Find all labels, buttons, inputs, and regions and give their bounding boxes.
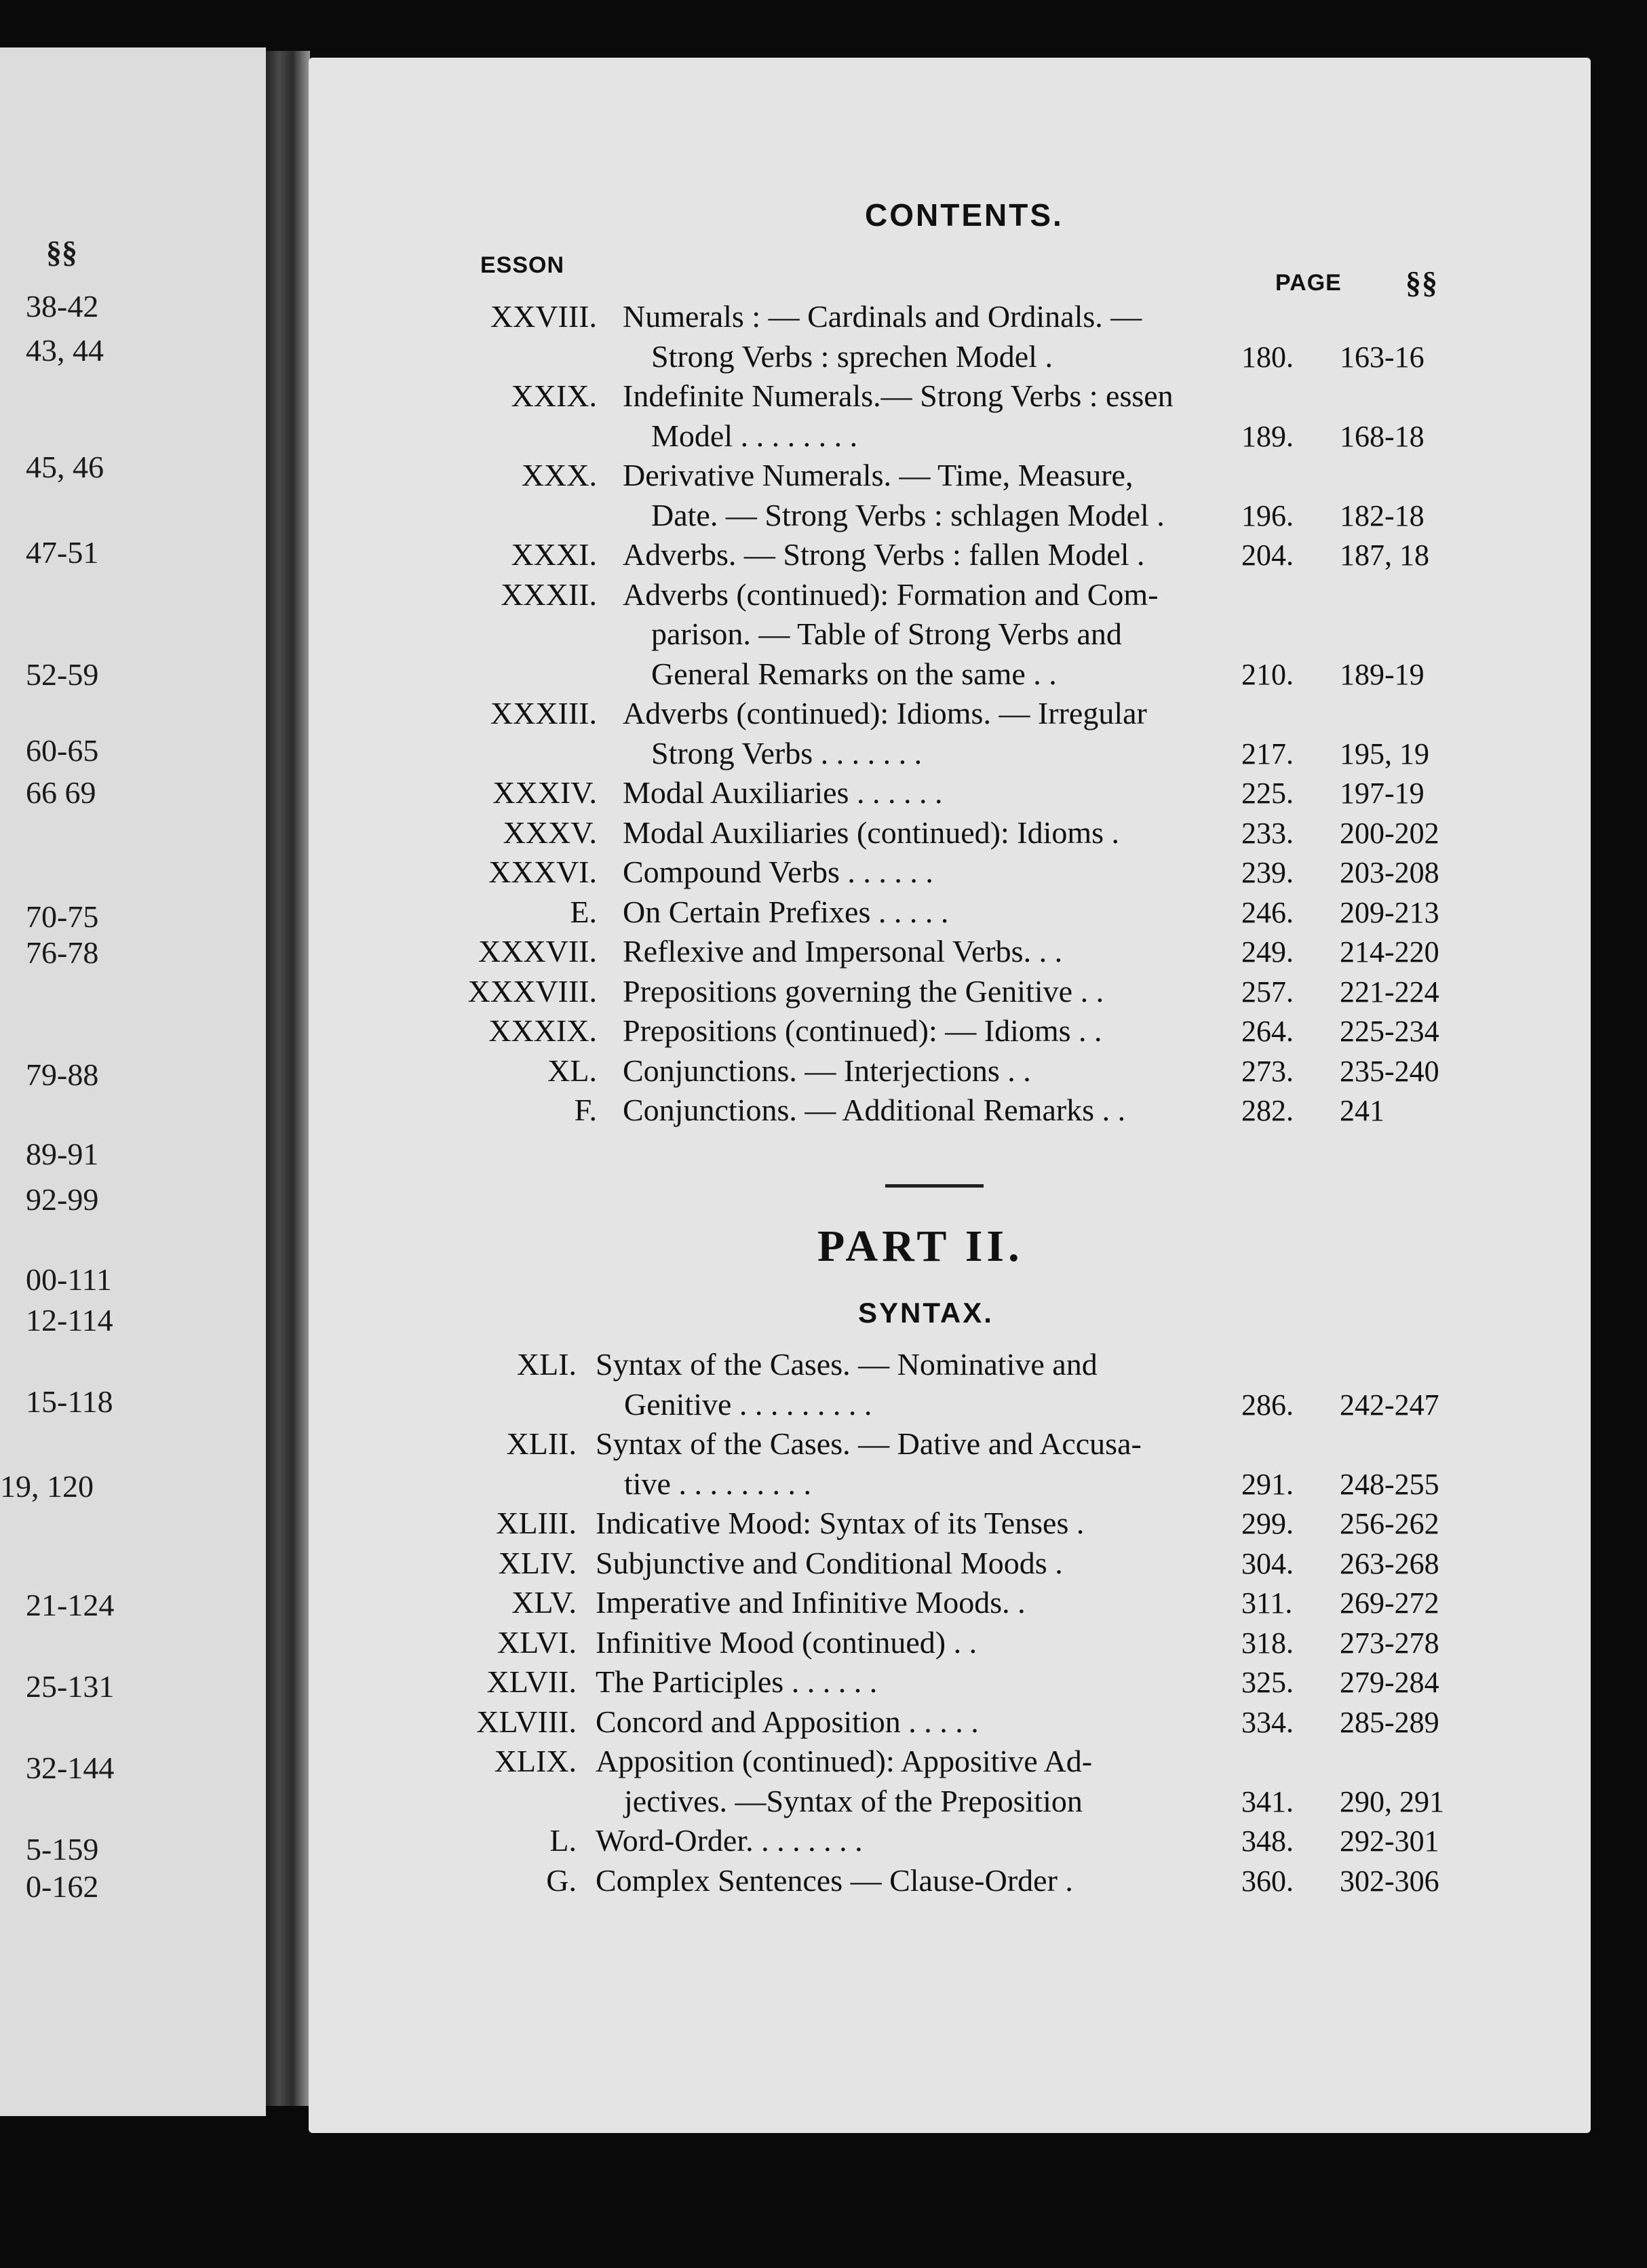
left-section-number: 89-91 <box>26 1137 99 1171</box>
page-number: 273. <box>1241 1054 1294 1088</box>
lesson-title-continued: Strong Verbs . . . . . . . <box>651 735 923 770</box>
lesson-number: XLII. <box>506 1426 577 1461</box>
lesson-title: Adverbs (continued): Idioms. — Irregular <box>623 696 1147 730</box>
lesson-number: XLIII. <box>496 1506 577 1540</box>
left-section-number: 70-75 <box>26 899 99 934</box>
section-range: 197-19 <box>1340 777 1425 810</box>
page-number: 282. <box>1241 1094 1294 1127</box>
left-section-number: 32-144 <box>26 1751 115 1785</box>
page-column-header: PAGE <box>1275 270 1342 296</box>
lesson-title: Derivative Numerals. — Time, Measure, <box>623 458 1133 492</box>
lesson-number: XXXVIII. <box>467 973 597 1009</box>
page-number: 196. <box>1241 498 1294 532</box>
lesson-number: XXXIX. <box>488 1013 597 1048</box>
page-number: 246. <box>1241 895 1294 929</box>
lesson-title-continued: tive . . . . . . . . . <box>624 1466 811 1501</box>
lesson-title: Reflexive and Impersonal Verbs. . . <box>623 934 1063 969</box>
section-range: 203-208 <box>1340 856 1439 889</box>
section-range: 168-18 <box>1340 419 1425 453</box>
page-number: 341. <box>1241 1784 1294 1818</box>
sections-column-header: §§ <box>1406 265 1438 300</box>
section-range: 256-262 <box>1340 1507 1439 1540</box>
lesson-title: Conjunctions. — Interjections . . <box>623 1053 1031 1088</box>
lesson-number: XXXIV. <box>492 775 597 810</box>
lesson-number: XLVII. <box>486 1664 577 1699</box>
lesson-title-continued: Genitive . . . . . . . . . <box>624 1386 872 1422</box>
lesson-number: XLVIII. <box>476 1704 577 1739</box>
left-section-number: 66 69 <box>26 775 96 810</box>
lesson-title-continued: Date. — Strong Verbs : schlagen Model . <box>651 497 1165 532</box>
section-range: 214-220 <box>1340 935 1439 969</box>
left-section-number: 43, 44 <box>26 333 104 368</box>
section-range: 263-268 <box>1340 1546 1439 1580</box>
section-range: 235-240 <box>1340 1054 1439 1088</box>
lesson-number: XXVIII. <box>490 299 597 334</box>
lesson-title: Indefinite Numerals.— Strong Verbs : essen <box>623 378 1174 413</box>
lesson-number: F. <box>574 1093 597 1127</box>
page-number: 360. <box>1241 1864 1294 1898</box>
page-number: 210. <box>1241 657 1294 691</box>
lesson-title-continued: parison. — Table of Strong Verbs and <box>651 617 1122 651</box>
left-section-number: 52-59 <box>26 657 99 692</box>
page-number: 264. <box>1241 1015 1294 1048</box>
lesson-number: XXXVI. <box>488 855 597 889</box>
section-range: 221-224 <box>1340 975 1439 1009</box>
section-range: 225-234 <box>1340 1015 1439 1048</box>
lesson-number: L. <box>549 1823 577 1858</box>
lesson-number: XLI. <box>516 1347 577 1382</box>
lesson-title: Word-Order. . . . . . . . <box>596 1823 863 1858</box>
lesson-number: XLV. <box>511 1585 577 1620</box>
lesson-number: G. <box>546 1862 577 1898</box>
lesson-title: Modal Auxiliaries (continued): Idioms . <box>623 815 1120 850</box>
lesson-title-continued: Strong Verbs : sprechen Model . <box>651 338 1053 374</box>
page-number: 257. <box>1241 975 1294 1009</box>
lesson-title: Compound Verbs . . . . . . <box>623 855 933 889</box>
page-number: 311. <box>1241 1586 1293 1620</box>
section-range: 279-284 <box>1340 1666 1439 1699</box>
left-section-number: 76-78 <box>26 935 99 970</box>
section-range: 273-278 <box>1340 1626 1439 1660</box>
lesson-number: XXXIII. <box>490 696 597 730</box>
section-range: 285-289 <box>1340 1705 1439 1739</box>
section-range: 248-255 <box>1340 1467 1439 1501</box>
left-section-number: 0-162 <box>26 1869 99 1904</box>
page-number: 180. <box>1241 340 1294 374</box>
section-divider <box>885 1184 984 1188</box>
section-range: 187, 18 <box>1340 539 1429 572</box>
lesson-title: Numerals : — Cardinals and Ordinals. — <box>623 299 1142 334</box>
part-two-title: PART II. <box>817 1221 1024 1271</box>
section-range: 163-16 <box>1340 340 1425 374</box>
left-section-header: §§ <box>46 235 77 269</box>
left-section-number: 19, 120 <box>0 1469 94 1504</box>
lesson-number: XXXII. <box>501 576 597 612</box>
left-section-number: 47-51 <box>26 535 99 570</box>
section-range: 241 <box>1340 1094 1384 1127</box>
section-range: 242-247 <box>1340 1388 1439 1422</box>
section-range: 209-213 <box>1340 895 1439 929</box>
page-number: 249. <box>1241 935 1294 969</box>
lesson-title-continued: Model . . . . . . . . <box>651 418 858 453</box>
page-number: 217. <box>1241 737 1294 770</box>
lesson-number: XLVI. <box>497 1624 577 1660</box>
page-number: 189. <box>1241 419 1294 453</box>
section-range: 189-19 <box>1340 657 1425 691</box>
lesson-number: XLIV. <box>498 1545 577 1580</box>
lesson-number: XLIX. <box>494 1744 577 1778</box>
lesson-number: XXXI. <box>511 537 597 572</box>
lesson-title: Adverbs. — Strong Verbs : fallen Model . <box>623 537 1145 572</box>
left-section-number: 12-114 <box>26 1303 113 1337</box>
left-section-number: 00-111 <box>26 1262 112 1297</box>
left-section-number: 45, 46 <box>26 450 104 484</box>
lesson-number: XL. <box>547 1053 597 1088</box>
lesson-title: Apposition (continued): Appositive Ad- <box>596 1744 1093 1778</box>
page-number: 286. <box>1241 1388 1294 1422</box>
page-number: 318. <box>1241 1626 1294 1660</box>
lesson-title: Prepositions governing the Genitive . . <box>623 973 1104 1009</box>
lesson-title: Indicative Mood: Syntax of its Tenses . <box>596 1506 1085 1540</box>
page-number: 291. <box>1241 1467 1294 1501</box>
lesson-title: Conjunctions. — Additional Remarks . . <box>623 1093 1126 1127</box>
lesson-title-continued: General Remarks on the same . . <box>651 656 1057 691</box>
lesson-title: On Certain Prefixes . . . . . <box>623 894 949 929</box>
left-section-number: 79-88 <box>26 1057 99 1092</box>
lesson-number: XXIX. <box>511 378 597 413</box>
left-section-number: 15-118 <box>26 1384 113 1419</box>
lesson-column-header: ESSON <box>480 252 565 278</box>
left-section-number: 5-159 <box>26 1832 99 1866</box>
lesson-title: Prepositions (continued): — Idioms . . <box>623 1013 1102 1048</box>
page-number: 304. <box>1241 1546 1294 1580</box>
lesson-title: Modal Auxiliaries . . . . . . <box>623 775 943 810</box>
page-number: 204. <box>1241 539 1294 572</box>
page-number: 334. <box>1241 1705 1294 1739</box>
page-number: 325. <box>1241 1666 1294 1699</box>
section-range: 182-18 <box>1340 498 1425 532</box>
section-range: 269-272 <box>1340 1586 1439 1620</box>
left-section-number: 38-42 <box>26 289 99 324</box>
section-range: 200-202 <box>1340 816 1439 850</box>
lesson-title: Syntax of the Cases. — Nominative and <box>596 1347 1098 1382</box>
lesson-title: Syntax of the Cases. — Dative and Accusa- <box>596 1426 1142 1461</box>
lesson-number: XXXVII. <box>478 934 597 969</box>
page-number: 225. <box>1241 777 1294 810</box>
section-range: 195, 19 <box>1340 737 1429 770</box>
lesson-number: E. <box>570 894 597 929</box>
page-number: 239. <box>1241 856 1294 889</box>
section-range: 292-301 <box>1340 1824 1439 1858</box>
section-range: 302-306 <box>1340 1864 1439 1898</box>
lesson-title: Imperative and Infinitive Moods. . <box>596 1585 1026 1620</box>
lesson-title: Complex Sentences — Clause-Order . <box>596 1862 1073 1898</box>
lesson-title-continued: jectives. —Syntax of the Preposition <box>624 1783 1083 1818</box>
left-section-number: 25-131 <box>26 1669 115 1704</box>
lesson-title: Infinitive Mood (continued) . . <box>596 1624 977 1660</box>
page-number: 299. <box>1241 1507 1294 1540</box>
page-number: 233. <box>1241 816 1294 850</box>
left-section-number: 60-65 <box>26 733 99 768</box>
page-number: 348. <box>1241 1824 1294 1858</box>
left-section-number: 92-99 <box>26 1182 99 1217</box>
section-range: 290, 291 <box>1340 1784 1444 1818</box>
syntax-subtitle: SYNTAX. <box>858 1297 994 1329</box>
lesson-title: The Participles . . . . . . <box>596 1664 878 1699</box>
contents-title: CONTENTS. <box>865 197 1064 233</box>
left-section-number: 21-124 <box>26 1588 115 1622</box>
lesson-number: XXX. <box>521 458 597 492</box>
lesson-title: Concord and Apposition . . . . . <box>596 1704 979 1739</box>
book-gutter <box>266 51 310 2106</box>
lesson-title: Subjunctive and Conditional Moods . <box>596 1545 1063 1580</box>
lesson-title: Adverbs (continued): Formation and Com- <box>623 576 1159 612</box>
lesson-number: XXXV. <box>503 815 597 850</box>
